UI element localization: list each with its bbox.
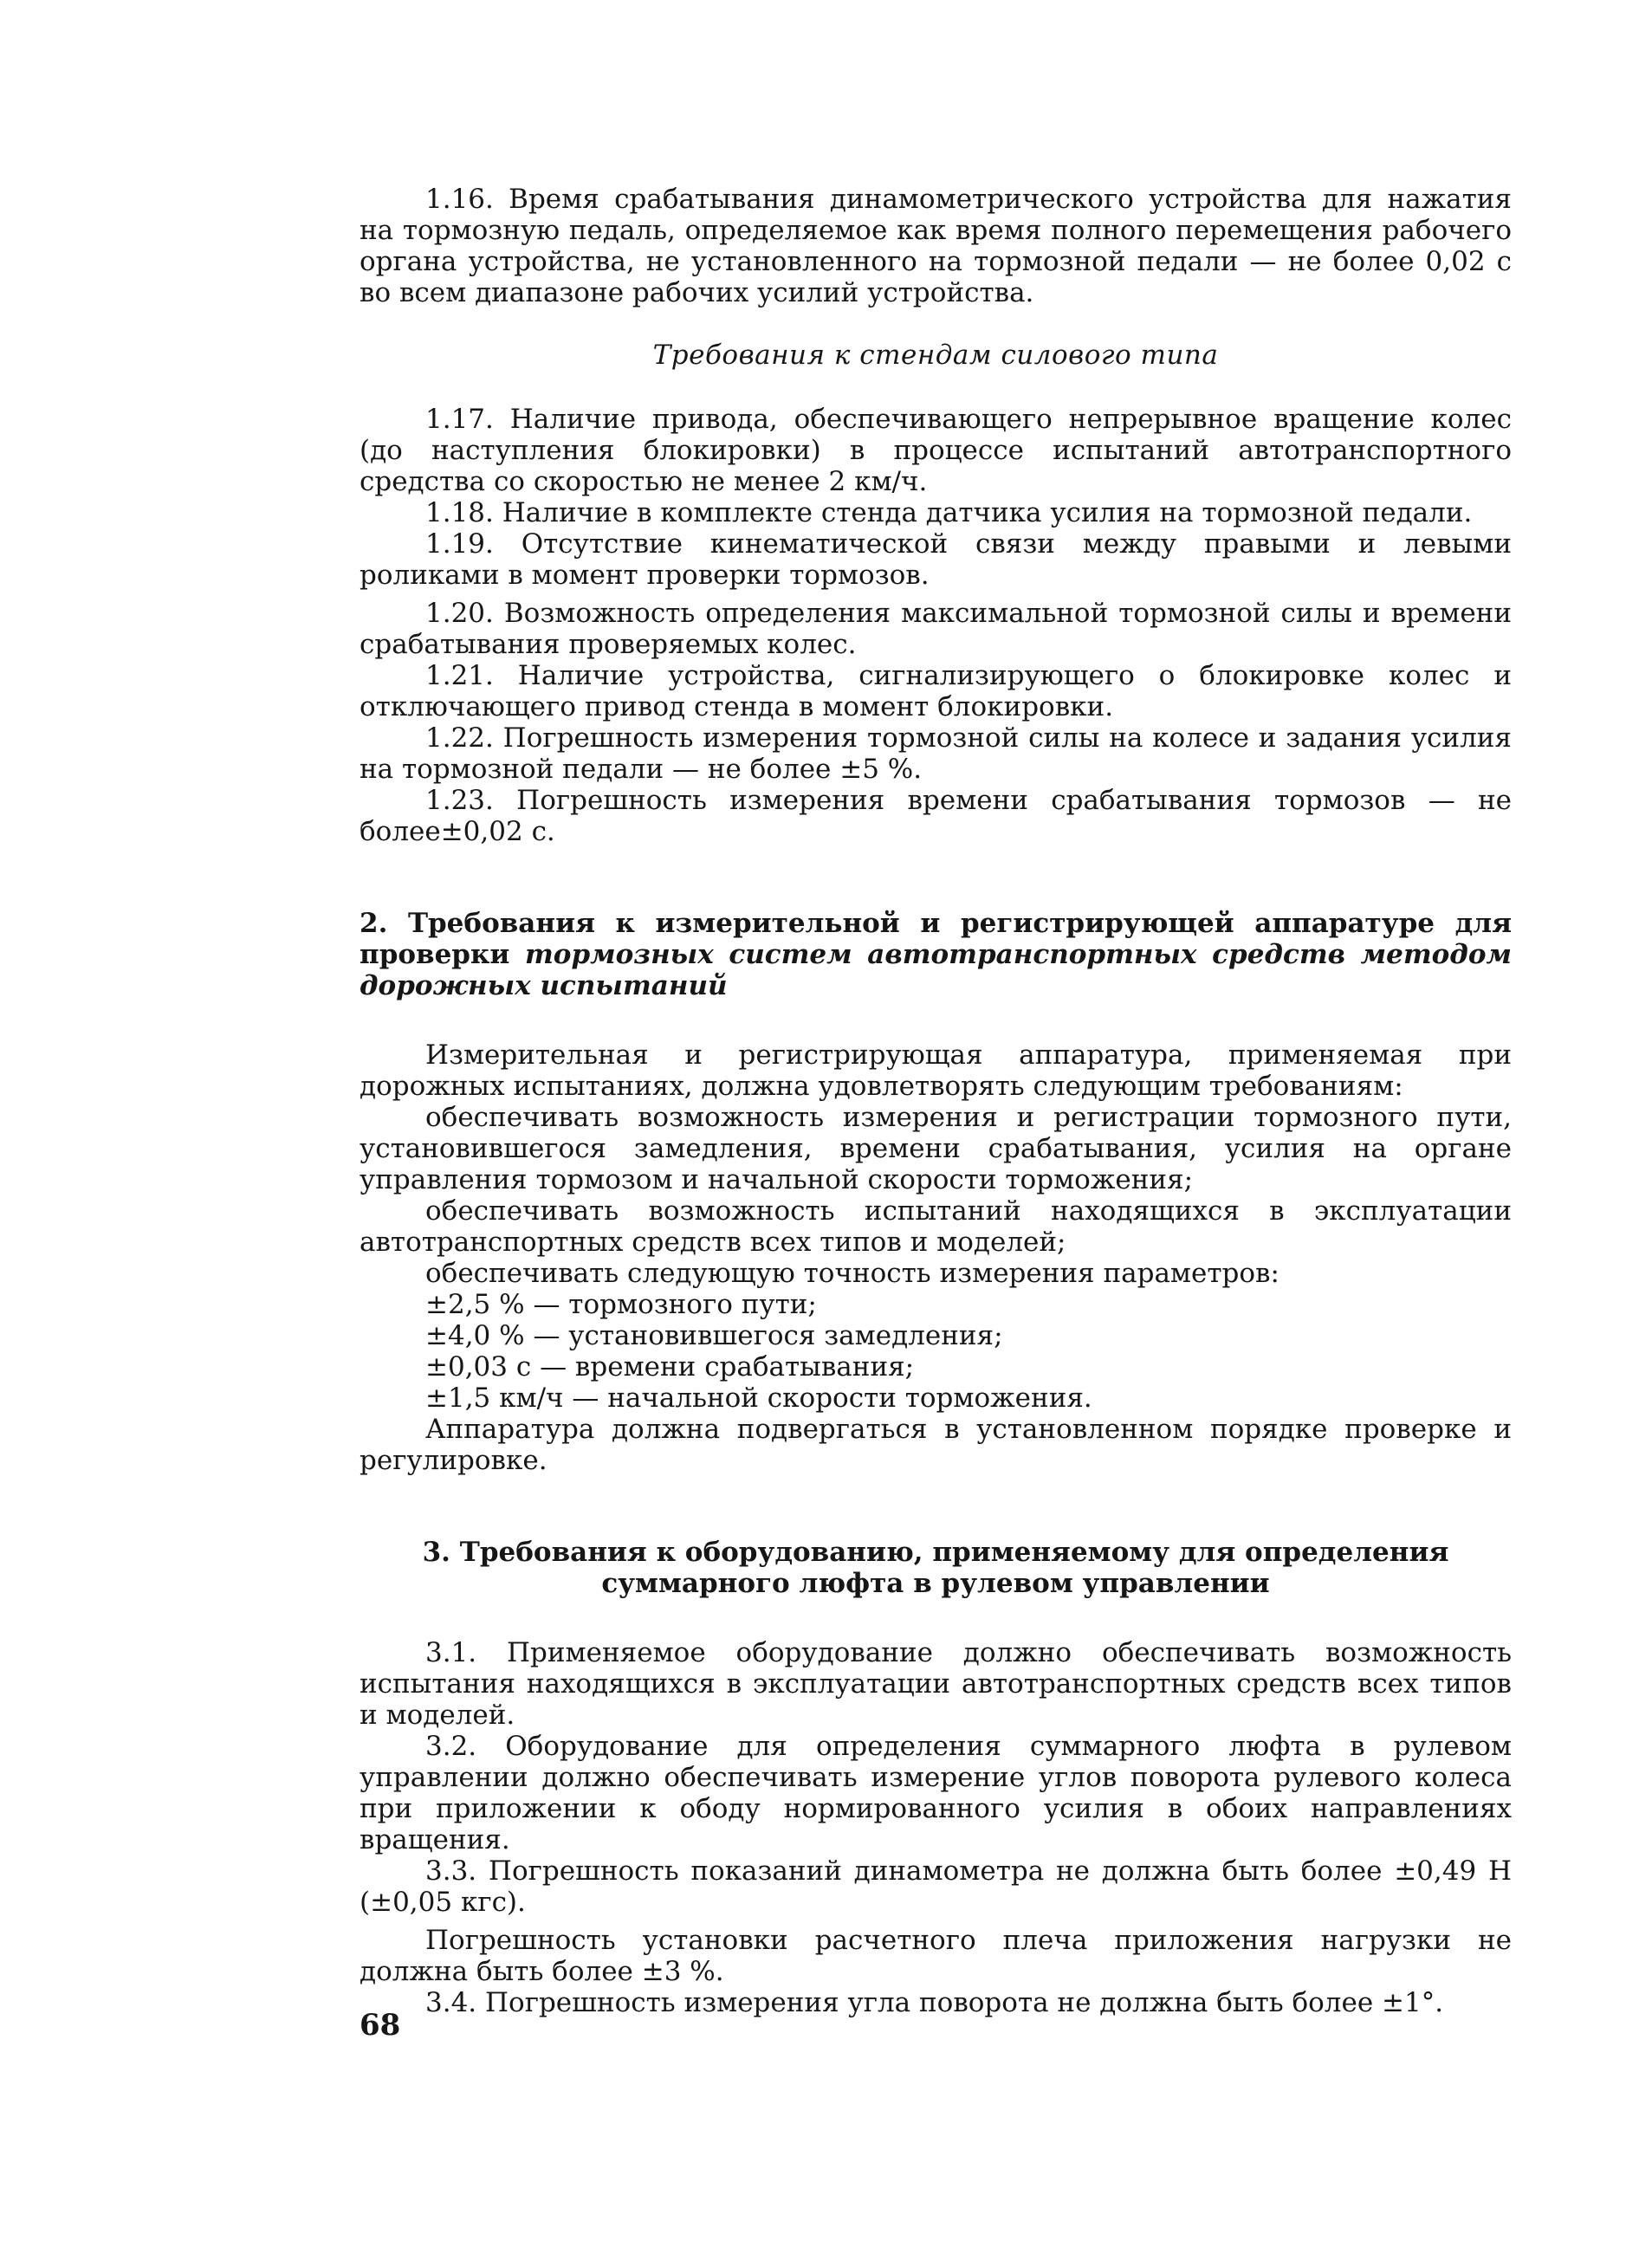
paragraph-1-22: 1.22. Погрешность измерения тормозной силы на колесе и задания усилия на тормозной педали — не более ±5 %. [360, 722, 1512, 785]
section-2-item-3: обеспечивать следующую точность измерения параметров: [425, 1258, 1279, 1289]
paragraph-1-18: 1.18. Наличие в комплекте стенда датчика усилия на тормозной педали. [425, 497, 1473, 528]
paragraph-1-17: 1.17. Наличие привода, обеспечивающего непрерывное вращение колес (до наступления блокировки) в процессе испытаний автотранспортного средства со скоростью не менее 2 км/ч. [360, 404, 1512, 497]
section-2-heading-part-a: 2. Требования к измерительной и регистрирующей аппаратуре для проверки [360, 908, 1512, 970]
section-2-item-2: обеспечивать возможность испытаний находящихся в эксплуатации автотранспортных средств всех типов и моделей; [360, 1195, 1512, 1258]
section-3-heading-line-1: 3. Требования к оборудованию, применяемому для определения [422, 1537, 1449, 1568]
paragraph-3-3-b: Погрешность установки расчетного плеча приложения нагрузки не должна быть более ±3 %. [360, 1925, 1512, 1987]
section-2-outro: Аппаратура должна подвергаться в установленном порядке проверке и регулировке. [360, 1414, 1512, 1476]
paragraph-1-23: 1.23. Погрешность измерения времени срабатывания тормозов — не более±0,02 с. [360, 785, 1512, 847]
section-2-heading-part-b: тормозных систем автотранспортных средств методом дорожных испытаний [360, 939, 1513, 1001]
section-2-intro: Измерительная и регистрирующая аппаратура, применяемая при дорожных испытаниях, должна удовлетворять следующим требованиям: [360, 1039, 1512, 1102]
paragraph-1-20: 1.20. Возможность определения максимальной тормозной силы и времени срабатывания проверяемых колес. [360, 598, 1512, 660]
page-number: 68 [360, 2008, 401, 2043]
section-title-power-stands: Требования к стендам силового типа [652, 340, 1219, 371]
page-content [360, 184, 1512, 2018]
section-3-heading [360, 1537, 1512, 1599]
paragraph-1-21: 1.21. Наличие устройства, сигнализирующего о блокировке колес и отключающего привод стенда в момент блокировки. [360, 660, 1512, 722]
paragraph-1-16: 1.16. Время срабатывания динамометрического устройства для нажатия на тормозную педаль, определяемое как время полного перемещения рабочего органа устройства, не установленного на тормозной педали — не более 0,02 с во всем диапазоне рабочих усилий устройства. [360, 184, 1512, 308]
paragraph-3-1: 3.1. Применяемое оборудование должно обеспечивать возможность испытания находящихся в эксплуатации автотранспортных средств всех типов и моделей. [360, 1637, 1512, 1731]
section-3-heading-line-2: суммарного люфта в рулевом управлении [601, 1568, 1270, 1599]
paragraph-3-2: 3.2. Оборудование для определения суммарного люфта в рулевом управлении должно обеспечивать измерение углов поворота рулевого колеса при приложении к ободу нормированного усилия в обоих направлениях вращения. [360, 1731, 1512, 1855]
accuracy-response-time: ±0,03 с — времени срабатывания; [425, 1351, 915, 1383]
accuracy-initial-speed: ±1,5 км/ч — начальной скорости торможения. [425, 1383, 1092, 1414]
section-2-item-1: обеспечивать возможность измерения и регистрации тормозного пути, установившегося замедления, времени срабатывания, усилия на органе управления тормозом и начальной скорости торможения; [360, 1102, 1512, 1195]
paragraph-3-3: 3.3. Погрешность показаний динамометра не должна быть более ±0,49 Н (±0,05 кгс). [360, 1855, 1512, 1918]
paragraph-3-4: 3.4. Погрешность измерения угла поворота не должна быть более ±1°. [425, 1987, 1444, 2018]
accuracy-deceleration: ±4,0 % — установившегося замедления; [425, 1320, 1003, 1351]
accuracy-braking-distance: ±2,5 % — тормозного пути; [425, 1289, 817, 1320]
paragraph-1-19: 1.19. Отсутствие кинематической связи между правыми и левыми роликами в момент проверки тормозов. [360, 528, 1512, 591]
section-2-heading [360, 908, 1512, 1001]
